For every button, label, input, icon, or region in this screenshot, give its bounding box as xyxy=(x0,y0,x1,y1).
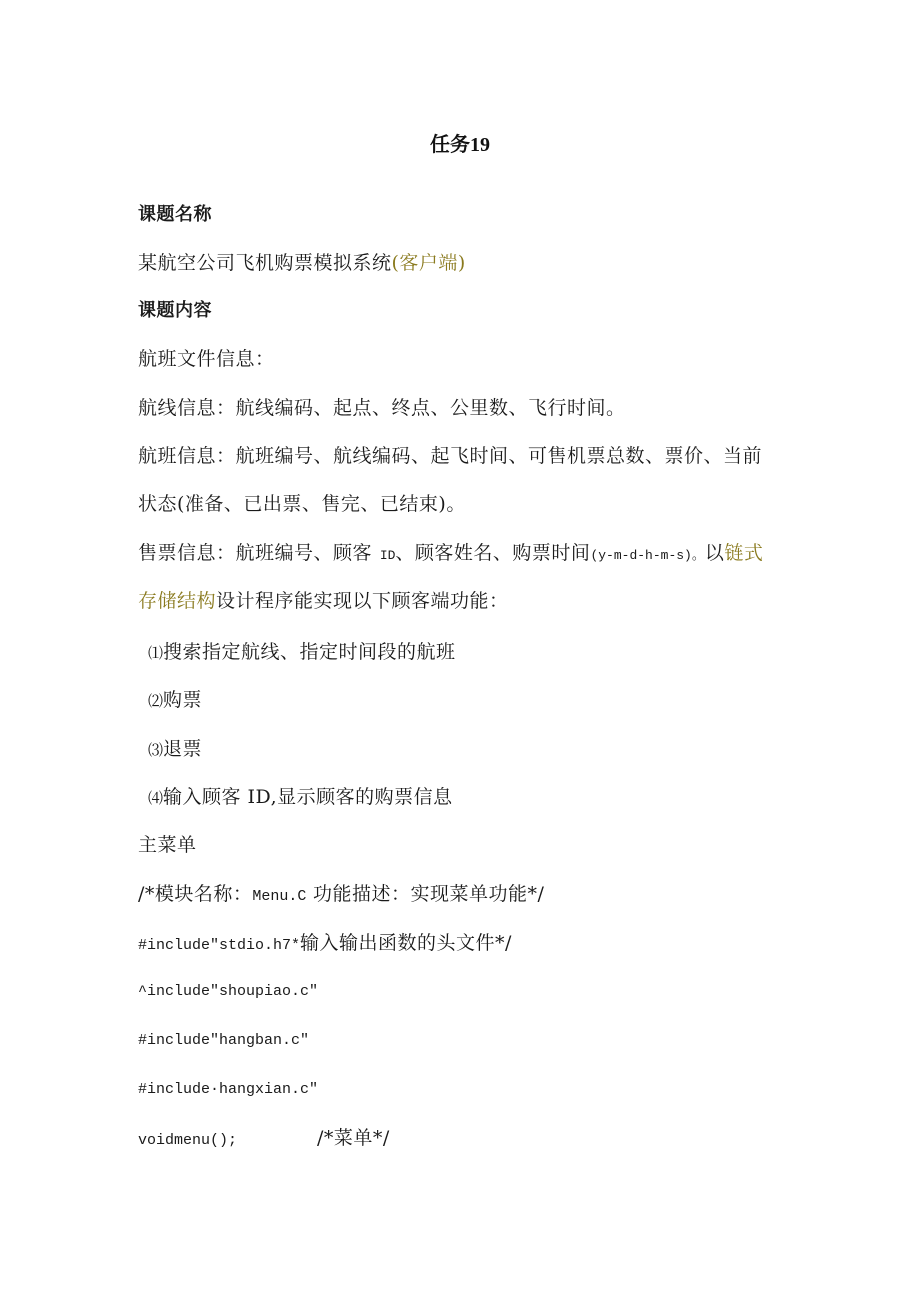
list-item-text: 搜索指定航线、指定时间段的航班 xyxy=(163,641,456,663)
ticket-info-text-2: 、顾客姓名、购票时间 xyxy=(395,542,591,564)
code-declaration: voidmenu(); xyxy=(138,1132,238,1149)
topic-name-text: 某航空公司飞机购票模拟系统 xyxy=(138,252,392,274)
code-line-include-stdio xyxy=(138,931,512,958)
section-heading-content: 课题内容 xyxy=(138,300,212,321)
list-item xyxy=(148,785,453,811)
ticket-info-text-3: 以 xyxy=(704,542,725,564)
code-line-menu-decl xyxy=(138,1126,390,1153)
list-item-number: ⑶ xyxy=(148,743,164,759)
list-item-number: ⑷ xyxy=(148,791,164,807)
storage-accent: 存储结构 xyxy=(138,590,217,612)
paragraph-flight-info: 航班信息：航班编号、航线编码、起飞时间、可售机票总数、票价、当前 xyxy=(138,445,763,467)
paragraph-flight-file: 航班文件信息： xyxy=(138,348,275,370)
ticket-info-time-format: (y-m-d-h-m-s)。 xyxy=(590,548,705,563)
code-line-include-hangxian: #include·hangxian.c" xyxy=(138,1081,319,1098)
section-heading-name: 课题名称 xyxy=(138,204,212,225)
paragraph-route-info: 航线信息：航线编码、起点、终点、公里数、飞行时间。 xyxy=(138,397,626,419)
list-item-text: 退票 xyxy=(163,738,203,760)
topic-name-accent: (客户端) xyxy=(391,252,466,274)
storage-text: 设计程序能实现以下顾客端功能： xyxy=(216,590,509,612)
menu-heading: 主菜单 xyxy=(138,834,197,856)
ticket-info-accent: 链式 xyxy=(724,542,764,564)
topic-name xyxy=(138,251,466,275)
code-module-name: Menu.C xyxy=(252,888,307,905)
code-include: #include"stdio.h7* xyxy=(138,937,301,954)
code-line-include-hangban: #include"hangban.c" xyxy=(138,1032,310,1049)
list-item-text: 输入顾客 ID,显示顾客的购票信息 xyxy=(163,786,453,808)
list-item xyxy=(148,688,202,714)
code-comment-text: /*菜单*/ xyxy=(317,1127,390,1149)
code-line-include-shoupiao: ^include"shoupiao.c" xyxy=(138,983,319,1000)
list-item xyxy=(148,640,456,666)
code-comment-text-2: 功能描述：实现菜单功能*/ xyxy=(306,883,545,905)
paragraph-ticket-info xyxy=(138,541,763,568)
ticket-info-id: ID xyxy=(372,548,396,563)
page-title: 任务19 xyxy=(430,134,490,156)
list-item xyxy=(148,737,202,763)
ticket-info-text: 售票信息：航班编号、顾客 xyxy=(138,542,373,564)
list-item-text: 购票 xyxy=(163,689,203,711)
paragraph-flight-status: 状态(准备、已出票、售完、已结束)。 xyxy=(138,493,466,515)
list-item-number: ⑵ xyxy=(148,694,164,710)
code-comment-text: 输入输出函数的头文件*/ xyxy=(300,932,512,954)
code-comment-text: /*模块名称： xyxy=(138,883,253,905)
code-line-module-comment xyxy=(138,882,544,909)
list-item-number: ⑴ xyxy=(148,646,164,662)
paragraph-storage xyxy=(138,589,509,613)
